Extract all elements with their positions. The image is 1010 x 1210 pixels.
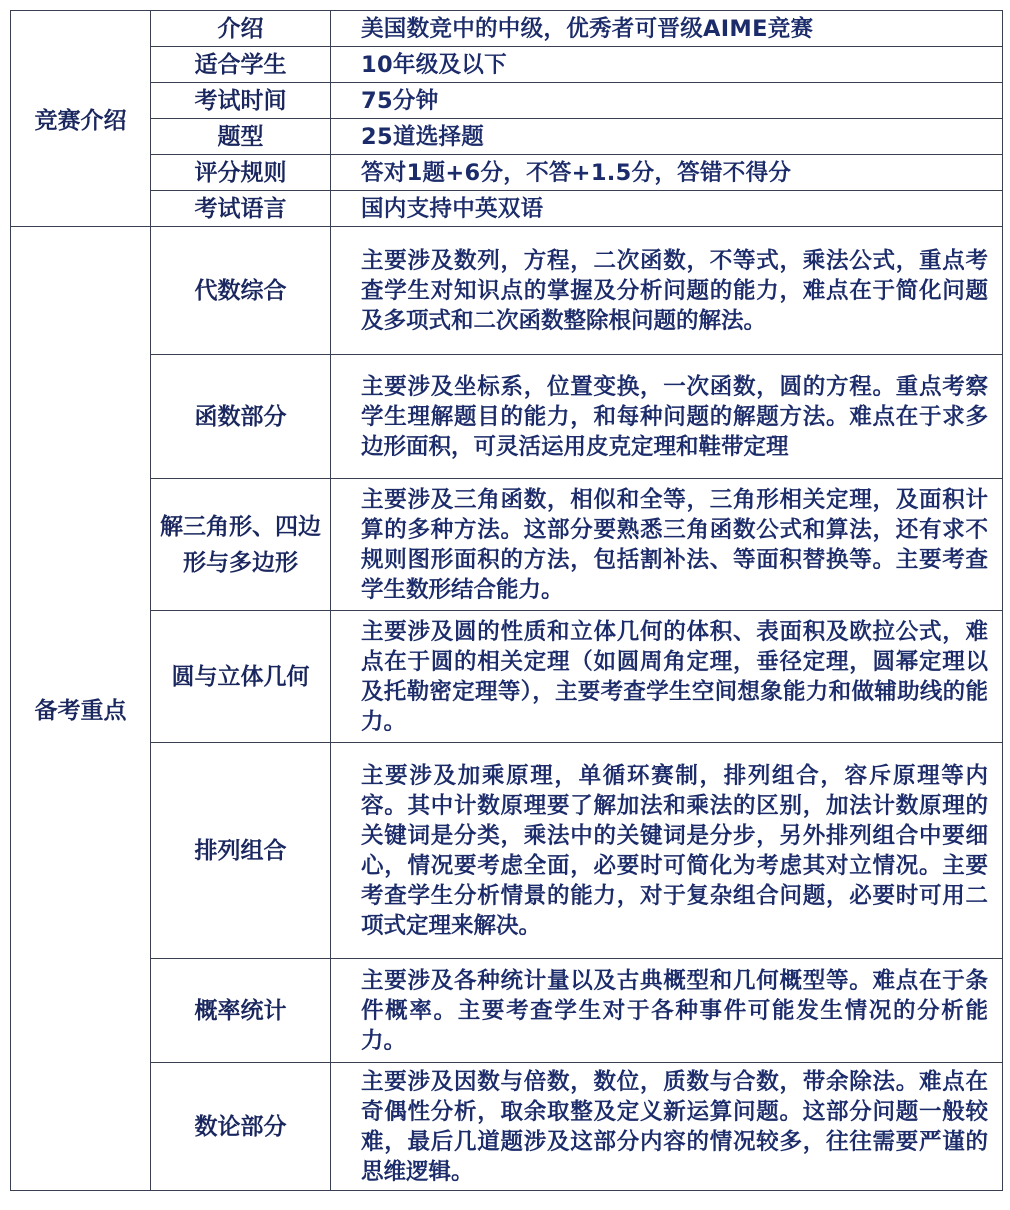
row-value: 10年级及以下	[331, 47, 1003, 83]
row-label: 评分规则	[151, 155, 331, 191]
row-value: 主要涉及圆的性质和立体几何的体积、表面积及欧拉公式，难点在于圆的相关定理（如圆周角定理，垂径定理，圆幂定理以及托勒密定理等），主要考查学生空间想象能力和做辅助线的能力。	[331, 611, 1003, 743]
row-value: 主要涉及因数与倍数，数位，质数与合数，带余除法。难点在奇偶性分析，取余取整及定义新运算问题。这部分问题一般较难，最后几道题涉及这部分内容的情况较多，往往需要严谨的思维逻辑。	[331, 1063, 1003, 1191]
row-value: 25道选择题	[331, 119, 1003, 155]
section-label-intro: 竞赛介绍	[11, 11, 151, 227]
table-row	[11, 743, 1003, 959]
row-label: 代数综合	[151, 227, 331, 355]
row-label: 介绍	[151, 11, 331, 47]
table-row	[11, 611, 1003, 743]
table-row	[11, 479, 1003, 611]
table-row	[11, 1063, 1003, 1191]
section-label-focus: 备考重点	[11, 227, 151, 1191]
row-value: 美国数竞中的中级，优秀者可晋级AIME竞赛	[331, 11, 1003, 47]
row-value: 答对1题+6分，不答+1.5分，答错不得分	[331, 155, 1003, 191]
table-row	[11, 155, 1003, 191]
row-value: 国内支持中英双语	[331, 191, 1003, 227]
row-label: 函数部分	[151, 355, 331, 479]
table-row	[11, 11, 1003, 47]
row-label: 排列组合	[151, 743, 331, 959]
row-label: 考试时间	[151, 83, 331, 119]
row-label: 考试语言	[151, 191, 331, 227]
table-row	[11, 83, 1003, 119]
row-value: 主要涉及各种统计量以及古典概型和几何概型等。难点在于条件概率。主要考查学生对于各种事件可能发生情况的分析能力。	[331, 959, 1003, 1063]
row-label: 数论部分	[151, 1063, 331, 1191]
row-value: 主要涉及坐标系，位置变换，一次函数，圆的方程。重点考察学生理解题目的能力，和每种问题的解题方法。难点在于求多边形面积，可灵活运用皮克定理和鞋带定理	[331, 355, 1003, 479]
row-label: 题型	[151, 119, 331, 155]
table-row	[11, 191, 1003, 227]
row-value: 主要涉及三角函数，相似和全等，三角形相关定理，及面积计算的多种方法。这部分要熟悉三角函数公式和算法，还有求不规则图形面积的方法，包括割补法、等面积替换等。主要考查学生数形结合能力。	[331, 479, 1003, 611]
table-row	[11, 355, 1003, 479]
row-value: 75分钟	[331, 83, 1003, 119]
row-label: 圆与立体几何	[151, 611, 331, 743]
row-label: 概率统计	[151, 959, 331, 1063]
row-value: 主要涉及数列，方程，二次函数，不等式，乘法公式，重点考查学生对知识点的掌握及分析问题的能力，难点在于简化问题及多项式和二次函数整除根问题的解法。	[331, 227, 1003, 355]
row-value: 主要涉及加乘原理，单循环赛制，排列组合，容斥原理等内容。其中计数原理要了解加法和乘法的区别，加法计数原理的关键词是分类，乘法中的关键词是分步，另外排列组合中要细心，情况要考虑全面，必要时可简化为考虑其对立情况。主要考查学生分析情景的能力，对于复杂组合问题，必要时可用二项式定理来解决。	[331, 743, 1003, 959]
row-label: 适合学生	[151, 47, 331, 83]
amc-info-table	[10, 10, 1003, 1191]
table-row	[11, 227, 1003, 355]
row-label: 解三角形、四边形与多边形	[151, 479, 331, 611]
table-row	[11, 47, 1003, 83]
table-row	[11, 119, 1003, 155]
table-row	[11, 959, 1003, 1063]
